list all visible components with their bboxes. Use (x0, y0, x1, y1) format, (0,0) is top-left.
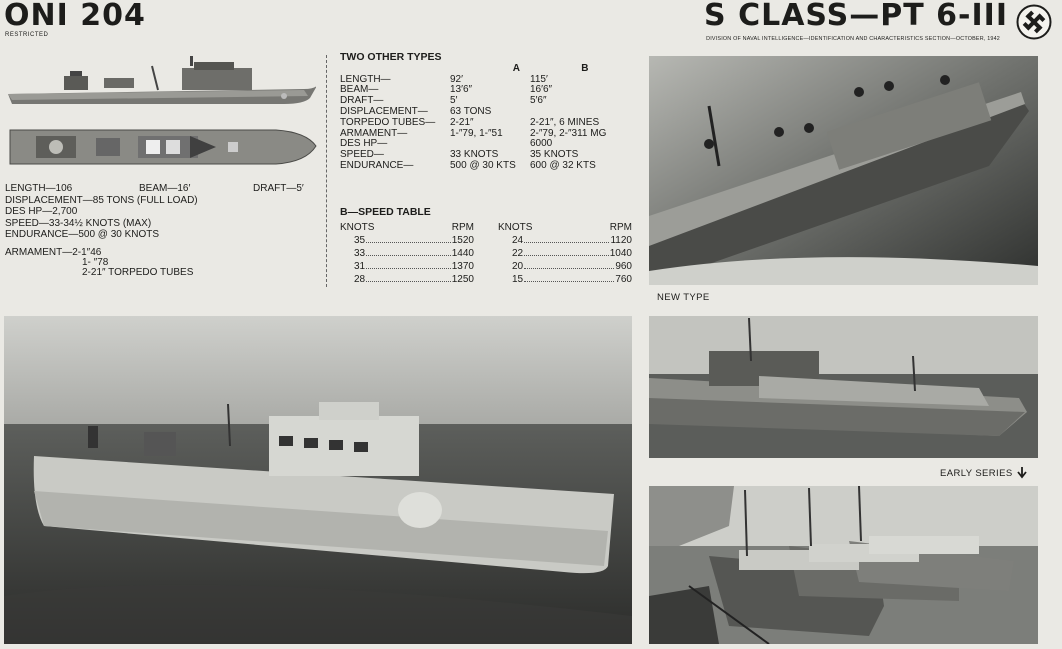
spec-row-dimensions (5, 183, 315, 195)
speed-rpm: 1440 (451, 248, 474, 259)
speed-knots: 20 (512, 261, 524, 272)
header-knots-right: KNOTS (498, 222, 533, 233)
division-line: DIVISION OF NAVAL INTELLIGENCE—IDENTIFICATION AND CHARACTERISTICS SECTION—OCTOBER, 1942 (706, 36, 1000, 42)
spec-draft: DRAFT—5′ (253, 183, 304, 194)
dot-leader (366, 268, 451, 269)
dot-leader (366, 242, 451, 243)
two-types-cell-b: 2-″79, 2-″311 MG (530, 127, 607, 139)
speed-rpm: 1520 (451, 235, 474, 246)
two-types-cell-a: 5′ (450, 95, 458, 107)
class-title: S CLASS—PT 6-III (704, 0, 1008, 33)
two-types-cell-a: 500 @ 30 KTS (450, 159, 516, 171)
two-types-cell-k: BEAM— (340, 84, 379, 96)
two-types-row (340, 85, 640, 96)
two-types-cell-k: DISPLACEMENT— (340, 105, 428, 117)
two-types-cell-k: ENDURANCE— (340, 159, 414, 171)
two-types-cell-b: 115′ (530, 73, 548, 85)
col-a-header: A (512, 62, 520, 74)
classification-label: RESTRICTED (5, 32, 49, 38)
two-types-cell-k: TORPEDO TUBES— (340, 116, 436, 128)
speed-row (340, 273, 474, 286)
dot-leader (366, 255, 451, 256)
two-types-cell-b: 35 KNOTS (530, 149, 579, 161)
speed-rpm: 1250 (451, 274, 474, 285)
two-types-cell-b: 5′6″ (530, 95, 547, 107)
speed-knots: 24 (512, 235, 524, 246)
photo-new-type (649, 56, 1038, 285)
speed-table-left (340, 221, 474, 286)
speed-table-title: B—SPEED TABLE (340, 206, 431, 218)
photo-early-series-boats (649, 486, 1038, 644)
two-types-header-row (340, 64, 640, 75)
plan-view-drawing (6, 124, 318, 170)
dot-leader (524, 255, 609, 256)
two-types-cell-k: ARMAMENT— (340, 127, 408, 139)
caption-early-series (940, 467, 1027, 479)
spec-endurance: ENDURANCE—500 @ 30 KNOTS (5, 229, 160, 240)
two-types-cell-b: 6000 (530, 138, 553, 150)
spec-beam: BEAM—16′ (139, 183, 191, 194)
speed-row (340, 260, 474, 273)
two-types-cell-a: 1-″79, 1-″51 (450, 127, 503, 139)
two-types-cell-a: 92′ (450, 73, 463, 85)
two-types-title: TWO OTHER TYPES (340, 51, 442, 63)
arrow-down-icon (1017, 467, 1027, 479)
column-divider (326, 55, 327, 287)
two-types-cell-a: 2-21″ (450, 116, 474, 128)
speed-rpm: 760 (615, 274, 632, 285)
main-specifications (5, 183, 315, 279)
two-types-cell-k: DRAFT— (340, 95, 384, 107)
spec-displacement: DISPLACEMENT—85 TONS (FULL LOAD) (5, 194, 198, 206)
swastika-roundel-icon (1016, 4, 1052, 40)
speed-knots: 35 (354, 235, 366, 246)
two-types-cell-k: SPEED— (340, 149, 384, 161)
spec-length: LENGTH—106 (5, 183, 73, 194)
caption-new-type: NEW TYPE (657, 292, 710, 303)
speed-rpm: 1040 (609, 248, 632, 259)
two-types-cell-b: 2-21″, 6 MINES (530, 116, 600, 128)
two-other-types-table (340, 52, 640, 172)
two-types-cell-a: 63 TONS (450, 105, 492, 117)
speed-knots: 33 (354, 248, 366, 259)
speed-row (498, 247, 632, 260)
header-rpm-right: RPM (609, 222, 632, 233)
speed-knots: 15 (512, 274, 524, 285)
header-rpm-left: RPM (451, 222, 474, 233)
two-types-row (340, 161, 640, 172)
dot-leader (366, 281, 451, 282)
side-profile-drawing (4, 56, 316, 110)
spec-speed: SPEED—33-34½ KNOTS (MAX) (5, 217, 152, 229)
two-types-row (340, 75, 640, 86)
speed-rpm: 1120 (610, 235, 632, 246)
two-types-cell-a: 33 KNOTS (450, 149, 499, 161)
spec-armament-3: 2-21″ TORPEDO TUBES (82, 267, 194, 278)
speed-row (340, 234, 474, 247)
two-types-cell-k: LENGTH— (340, 73, 391, 85)
two-types-cell-k: DES HP— (340, 138, 388, 150)
speed-knots: 28 (354, 274, 366, 285)
dot-leader (524, 281, 614, 282)
speed-knots: 31 (354, 261, 366, 272)
speed-rpm: 1370 (451, 261, 474, 272)
photo-boat-underway (649, 316, 1038, 458)
two-types-cell-b: 600 @ 32 KTS (530, 159, 596, 171)
speed-table-right (498, 221, 632, 286)
speed-row (498, 260, 632, 273)
speed-row (498, 273, 632, 286)
speed-rpm: 960 (615, 261, 632, 272)
dot-leader (524, 268, 614, 269)
two-types-cell-b: 16′6″ (530, 84, 553, 96)
caption-early-series-text: EARLY SERIES (940, 467, 1013, 479)
speed-knots: 22 (512, 248, 524, 259)
header-knots-left: KNOTS (340, 222, 375, 233)
speed-row (340, 247, 474, 260)
spec-armament-1: ARMAMENT—2-1″46 (5, 246, 102, 258)
dot-leader (524, 242, 609, 243)
two-types-cell-a: 13′6″ (450, 84, 473, 96)
speed-table (340, 206, 632, 286)
spec-des-hp: DES HP—2,700 (5, 206, 78, 217)
speed-row (498, 234, 632, 247)
col-b-header: B (581, 62, 589, 74)
photo-main-boat (4, 316, 632, 644)
document-number: ONI 204 (4, 0, 146, 33)
spec-armament-2: 1- ″78 (82, 257, 109, 268)
two-types-row (340, 118, 640, 129)
